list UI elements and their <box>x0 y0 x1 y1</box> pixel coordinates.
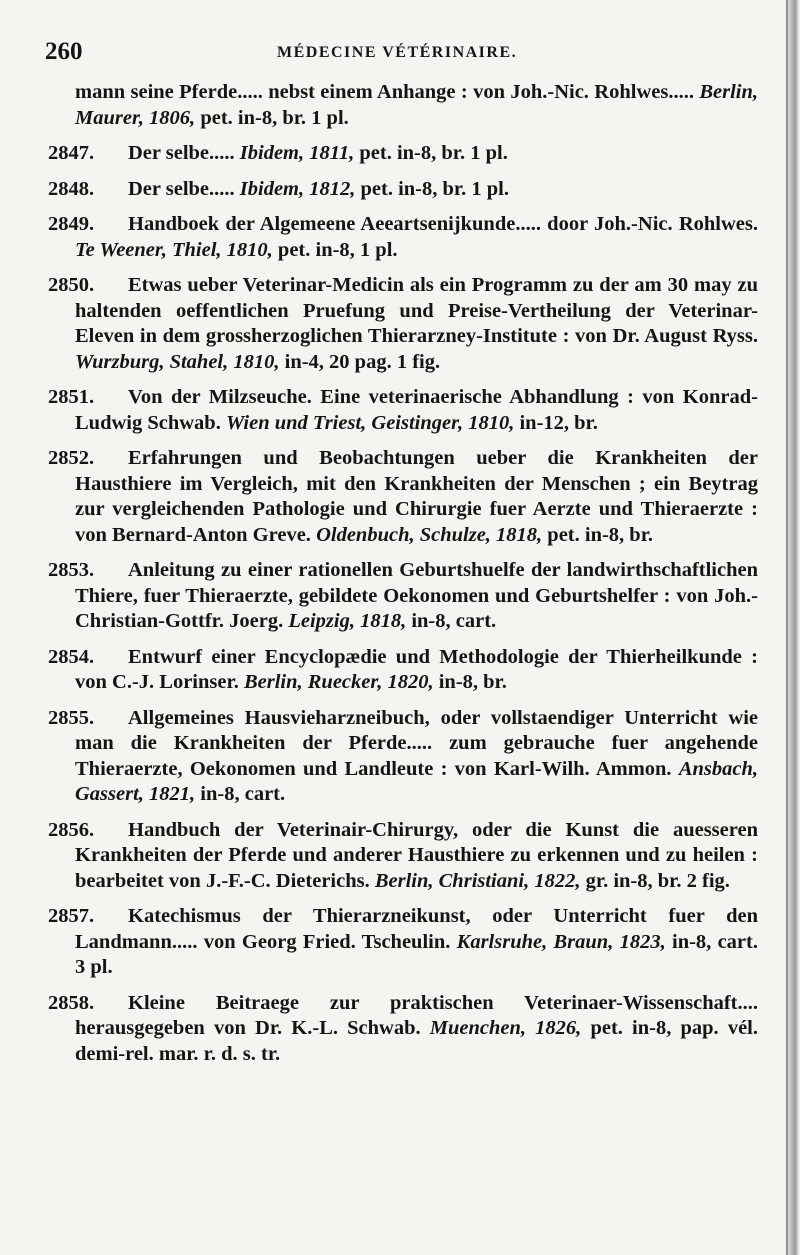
bibliography-text <box>48 80 758 1077</box>
entry-2849 <box>48 212 758 263</box>
entry-tail: in-8, cart. 3 pl. <box>75 930 758 978</box>
entry-number: 2856. <box>48 818 95 841</box>
entry-number: 2849. <box>48 213 95 235</box>
entry-2855 <box>48 706 758 808</box>
running-title: MÉDECINE VÉTÉRINAIRE. <box>277 44 518 61</box>
entry-text: mann seine Pferde..... nebst einem Anhange : von Joh.-Nic. Rohlwes..... <box>75 81 700 103</box>
entry-text: Allgemeines Hausvieharzneibuch, oder vollstaendiger Unterricht wie man die Krankheiten der Pferde..... zum gebrauche fuer angehende Thieraerzte, Oekonomen und Landleute : von Karl-Wilh. Ammon. <box>75 706 758 780</box>
entry-imprint: Berlin, Ruecker, 1820, <box>243 671 434 693</box>
entry-tail: pet. in-8, br. <box>542 523 654 546</box>
entry-text: Erfahrungen und Beobachtungen ueber die Krankheiten der Hausthiere im Vergleich, mit den Krankheiten der Menschen ; ein Beytrag zur vergleichenden Pathologie und Chirurgie fuer Aerzte und Thieraerzte : von Bernard-Anton Greve. <box>75 447 758 546</box>
page-edge <box>788 0 800 1255</box>
entry-tail: gr. in-8, br. 2 fig. <box>580 869 730 892</box>
page-number: 260 <box>45 38 83 65</box>
entry-number: 2848. <box>48 177 95 200</box>
entry-text: Handbuch der Veterinair-Chirurgy, oder die Kunst die auesseren Krankheiten der Pferde und anderer Hausthiere zu erkennen und zu heilen : bearbeitet von J.-F.-C. Dieterichs. <box>75 818 758 892</box>
entry-text: Kleine Beitraege zur praktischen Veterinaer-Wissenschaft.... herausgegeben von Dr. K.-L. Schwab. <box>75 991 758 1039</box>
entry-2848 <box>48 177 758 203</box>
entry-imprint: Muenchen, 1826, <box>429 1017 582 1039</box>
entry-tail: pet. in-8, 1 pl. <box>272 238 398 261</box>
entry-text: Anleitung zu einer rationellen Geburtshuelfe der landwirthschaftlichen Thiere, fuer Thieraerzte, gebildete Oekonomen und Geburtshelfer : von Joh.-Christian-Gottfr. Joerg. <box>75 559 758 632</box>
entry-2850 <box>48 273 758 375</box>
entry-imprint: Wien und Triest, Geistinger, 1810, <box>225 411 515 434</box>
continued-entry <box>48 80 758 131</box>
entry-imprint: Te Weener, Thiel, 1810, <box>75 238 273 261</box>
entry-tail: in-4, 20 pag. 1 fig. <box>279 350 441 373</box>
entry-number: 2853. <box>48 559 95 581</box>
entry-imprint: Wurzburg, Stahel, 1810, <box>75 350 280 373</box>
entry-text: Etwas ueber Veterinar-Medicin als ein Programm zu der am 30 may zu haltenden oeffentlichen Pruefung und Preise-Vertheilung der Veterinar-Eleven in dem grossherzoglichen Thierarzney-Institute : von Dr. August Ryss. <box>75 274 758 347</box>
entry-tail: in-8, cart. <box>195 783 286 805</box>
entry-2847 <box>48 141 758 167</box>
entry-imprint: Ibidem, 1811, <box>239 142 355 164</box>
entry-2853 <box>48 558 758 635</box>
entry-tail: pet. in-8, pap. vél. demi-rel. mar. r. d. s. tr. <box>75 1017 758 1065</box>
entry-tail: in-8, cart. <box>406 610 497 632</box>
entry-tail: pet. in-8, br. 1 pl. <box>354 142 508 164</box>
entry-imprint: Karlsruhe, Braun, 1823, <box>456 930 666 953</box>
entry-imprint: Leipzig, 1818, <box>288 610 407 632</box>
entry-text: Handboek der Algemeene Aeeartsenijkunde..... door Joh.-Nic. Rohlwes. <box>128 213 758 235</box>
entry-tail: in-8, br. <box>433 671 507 693</box>
entry-number: 2854. <box>48 645 95 668</box>
entry-2854 <box>48 645 758 696</box>
entry-text: Katechismus der Thierarzneikunst, oder Unterricht fuer den Landmann..... von Georg Fried. Tscheulin. <box>75 905 758 953</box>
entry-2856 <box>48 818 758 895</box>
entry-imprint: Ansbach, Gassert, 1821, <box>75 757 758 805</box>
entry-number: 2855. <box>48 706 95 729</box>
entry-2857 <box>48 904 758 981</box>
entry-imprint: Berlin, Christiani, 1822, <box>374 869 581 892</box>
entry-text: Der selbe..... <box>128 142 240 164</box>
entry-text: Der selbe..... <box>128 177 240 200</box>
entry-text: Von der Milzseuche. Eine veterinaerische Abhandlung : von Konrad-Ludwig Schwab. <box>75 386 758 434</box>
entry-number: 2847. <box>48 142 95 164</box>
entry-tail: in-12, br. <box>514 411 598 434</box>
page-header <box>45 38 765 68</box>
entry-number: 2857. <box>48 905 95 927</box>
entry-number: 2858. <box>48 991 95 1014</box>
entry-tail: pet. in-8, br. 1 pl. <box>195 106 349 129</box>
entry-tail: pet. in-8, br. 1 pl. <box>355 177 509 200</box>
entry-imprint: Oldenbuch, Schulze, 1818, <box>316 523 543 546</box>
entry-2851 <box>48 385 758 436</box>
entry-number: 2850. <box>48 274 95 296</box>
entry-imprint: Berlin, Maurer, 1806, <box>75 81 758 129</box>
entry-2858 <box>48 991 758 1068</box>
entry-text: Entwurf einer Encyclopædie und Methodologie der Thierheilkunde : von C.-J. Lorinser. <box>75 645 758 693</box>
entry-2852 <box>48 446 758 548</box>
entry-imprint: Ibidem, 1812, <box>239 177 356 200</box>
entry-number: 2852. <box>48 447 95 469</box>
entry-number: 2851. <box>48 386 95 408</box>
